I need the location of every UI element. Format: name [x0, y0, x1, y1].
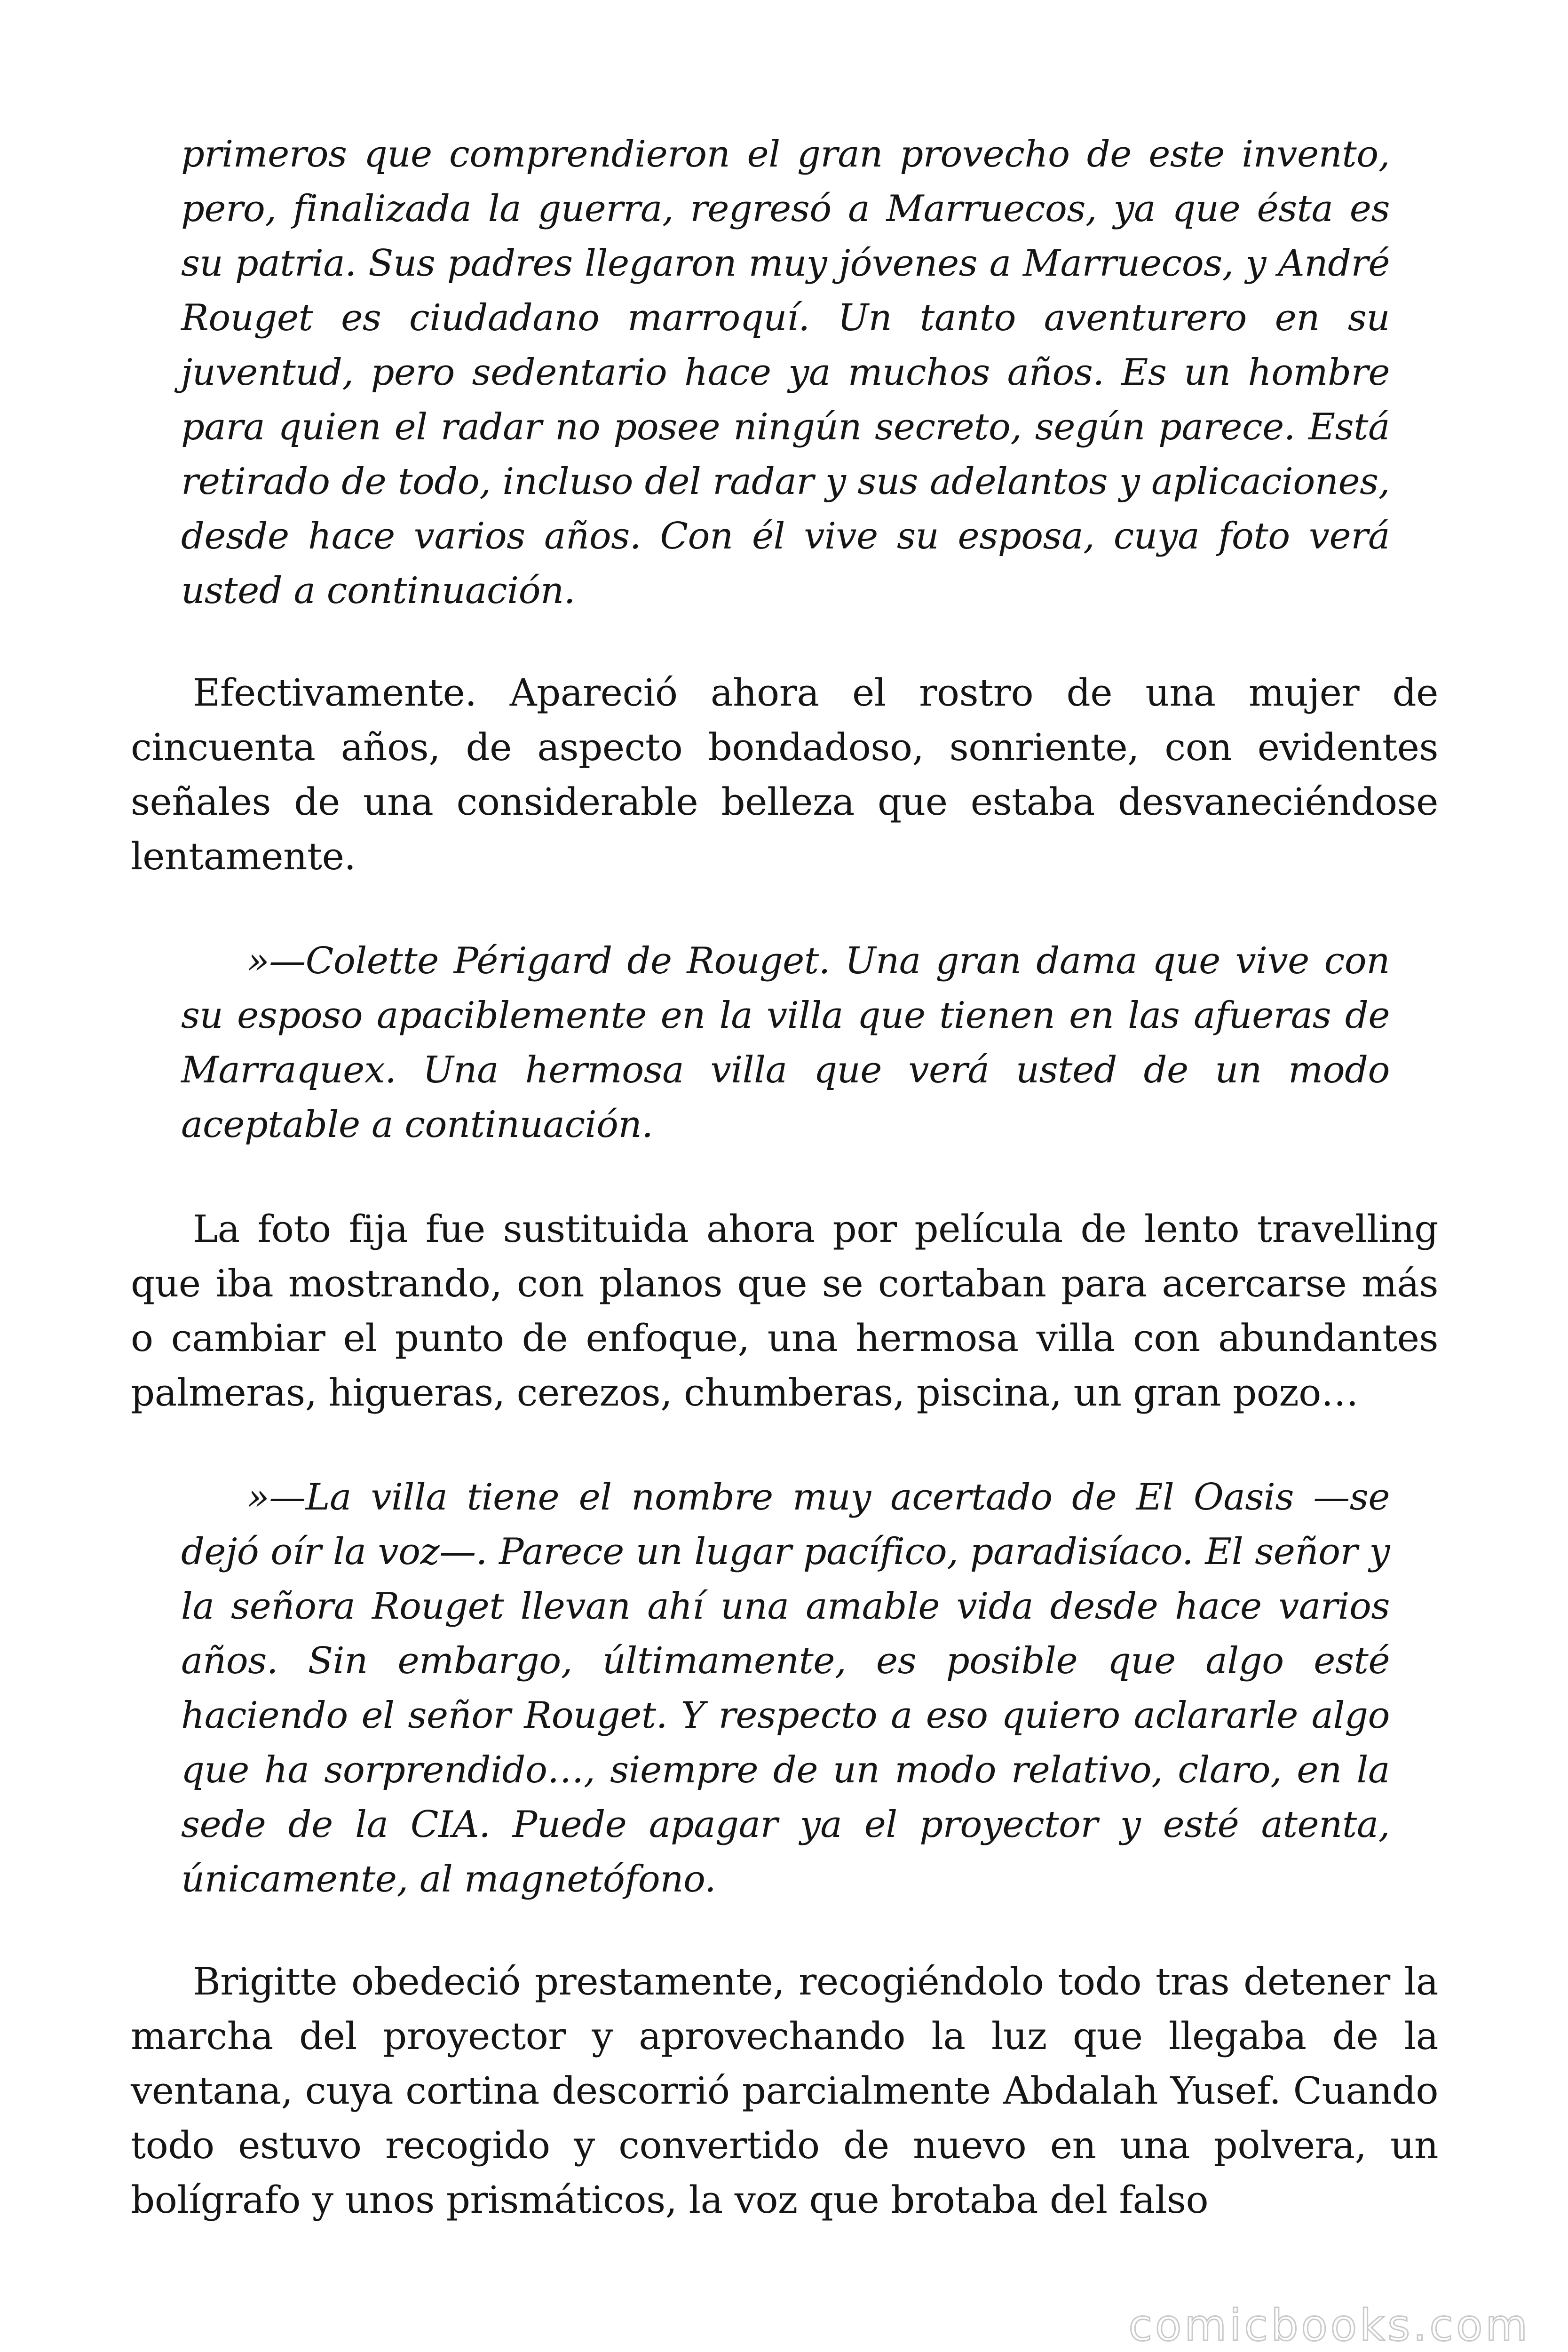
- body-paragraph-2: La foto fija fue sustituida ahora por película de lento travelling que iba mostrando, con planos que se cortaban para acercarse más o cambiar el punto de enfoque, una hermosa villa con abundantes palmeras, higueras, cerezos, chumberas, piscina, un gran pozo…: [131, 1207, 1438, 1414]
- quote-paragraph-3: »—La villa tiene el nombre muy acertado de El Oasis —se dejó oír la voz—. Parece un lugar pacífico, paradisíaco. El señor y la señora Rouget llevan ahí una amable vida desde hace varios años. Sin embargo, últimamente, es posible que algo esté haciendo el señor Rouget. Y respecto a eso quiero aclararle algo que ha sorprendido…, siempre de un modo relativo, claro, en la sede de la CIA. Puede apagar ya el proyector y esté atenta, únicamente, al magnetófono.: [181, 1476, 1390, 1900]
- body-paragraph-3: Brigitte obedeció prestamente, recogiéndolo todo tras detener la marcha del proyector y aprovechando la luz que llegaba de la ventana, cuya cortina descorrió parcialmente Abdalah Yusef. Cuando todo estuvo recogido y convertido de nuevo en una polvera, un bolígrafo y unos prismáticos, la voz que brotaba del falso: [131, 1960, 1438, 2222]
- body-paragraph-1: Efectivamente. Apareció ahora el rostro de una mujer de cincuenta años, de aspecto bondadoso, sonriente, con evidentes señales de una considerable belleza que estaba desvaneciéndose lentamente.: [131, 671, 1438, 878]
- watermark: comicbooks.com: [1128, 2300, 1530, 2351]
- quote-paragraph-1: primeros que comprendieron el gran provecho de este invento, pero, finalizada la guerra, regresó a Marruecos, ya que ésta es su patria. Sus padres llegaron muy jóvenes a Marruecos, y André Rouget es ciudadano marroquí. Un tanto aventurero en su juventud, pero sedentario hace ya muchos años. Es un hombre para quien el radar no posee ningún secreto, según parece. Está retirado de todo, incluso del radar y sus adelantos y aplicaciones, desde hace varios años. Con él vive su esposa, cuya foto verá usted a continuación.: [181, 133, 1390, 612]
- quote-paragraph-2: »—Colette Périgard de Rouget. Una gran dama que vive con su esposo apaciblemente en la villa que tienen en las afueras de Marraquex. Una hermosa villa que verá usted de un modo aceptable a continuación.: [181, 940, 1390, 1146]
